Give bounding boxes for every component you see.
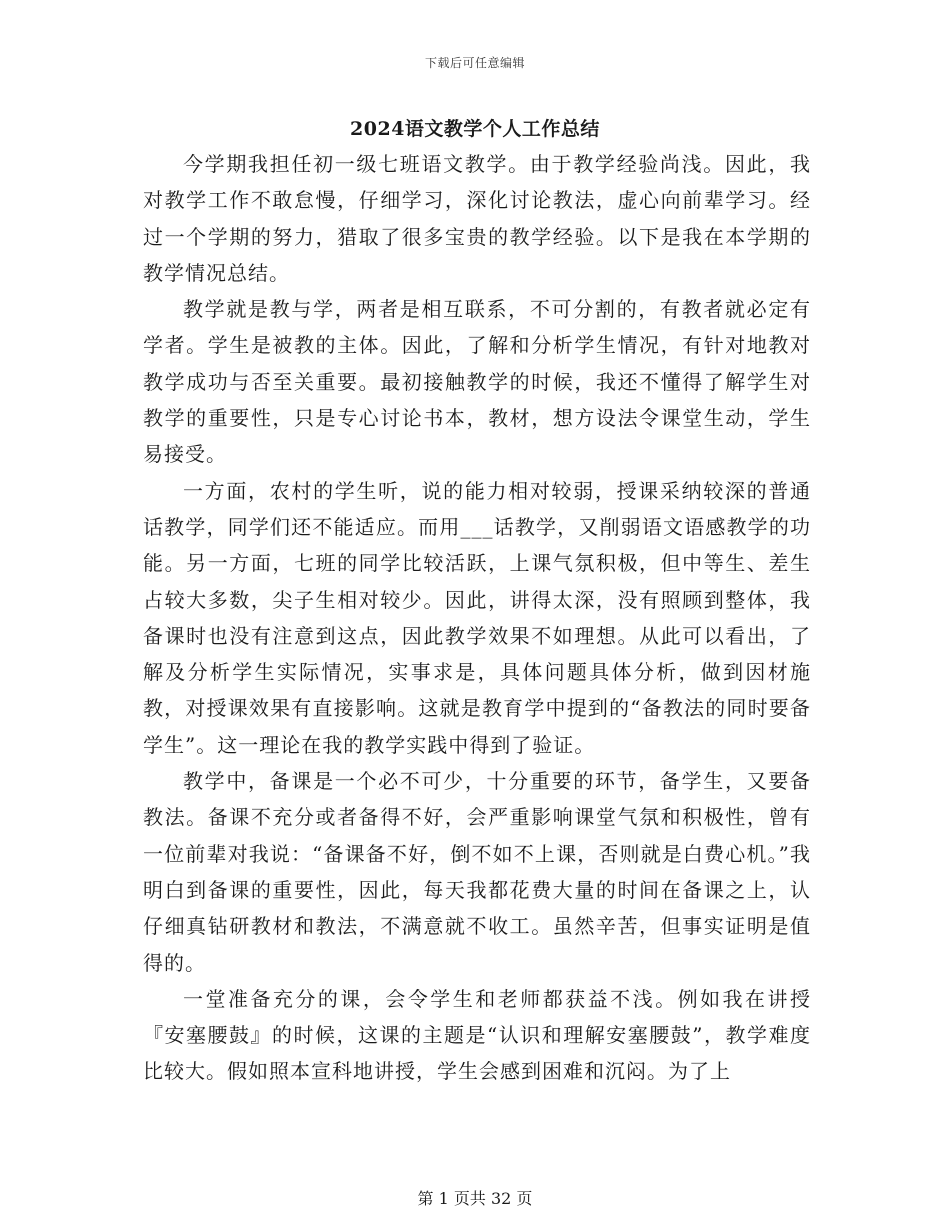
paragraph-4: 教学中，备课是一个必不可少，十分重要的环节，备学生，又要备教法。备课不充分或者备得不好，会严重影响课堂气氛和积极性，曾有一位前辈对我说：“备课备不好，倒不如不上课，否则就是白费心机。”我明白到备课的重要性，因此，每天我都花费大量的时间在备课之上，认仔细真钻研教材和教法，不满意就不收工。虽然辛苦，但事实证明是值得的。 bbox=[143, 769, 811, 975]
document-body bbox=[143, 146, 811, 1090]
paragraph-2: 教学就是教与学，两者是相互联系，不可分割的，有教者就必定有学者。学生是被教的主体。因此，了解和分析学生情况，有针对地教对教学成功与否至关重要。最初接触教学的时候，我还不懂得了解学生对教学的重要性，只是专心讨论书本，教材，想方设法令课堂生动，学生易接受。 bbox=[143, 297, 811, 467]
paragraph-1: 今学期我担任初一级七班语文教学。由于教学经验尚浅。因此，我对教学工作不敢怠慢，仔细学习，深化讨论教法，虚心向前辈学习。经过一个学期的努力，猎取了很多宝贵的教学经验。以下是我在本学期的教学情况总结。 bbox=[143, 152, 811, 285]
page-indicator: 第 1 页共 32 页 bbox=[417, 1189, 533, 1208]
paragraph-3: 一方面，农村的学生听，说的能力相对较弱，授课采纳较深的普通话教学，同学们还不能适应。而用___话教学，又削弱语文语感教学的功能。另一方面，七班的同学比较活跃，上课气氛积极，但中等生、差生占较大多数，尖子生相对较少。因此，讲得太深，没有照顾到整体，我备课时也没有注意到这点，因此教学效果不如理想。从此可以看出，了解及分析学生实际情况，实事求是，具体问题具体分析，做到因材施教，对授课效果有直接影响。这就是教育学中提到的“备教法的同时要备学生”。这一理论在我的教学实践中得到了验证。 bbox=[143, 478, 811, 757]
header-note: 下载后可任意编辑 bbox=[424, 56, 525, 70]
document-title: 2024语文教学个人工作总结 bbox=[350, 118, 600, 140]
paragraph-5: 一堂准备充分的课，会令学生和老师都获益不浅。例如我在讲授『安塞腰鼓』的时候，这课的主题是“认识和理解安塞腰鼓”，教学难度比较大。假如照本宣科地讲授，学生会感到困难和沉闷。为了上 bbox=[143, 986, 811, 1084]
